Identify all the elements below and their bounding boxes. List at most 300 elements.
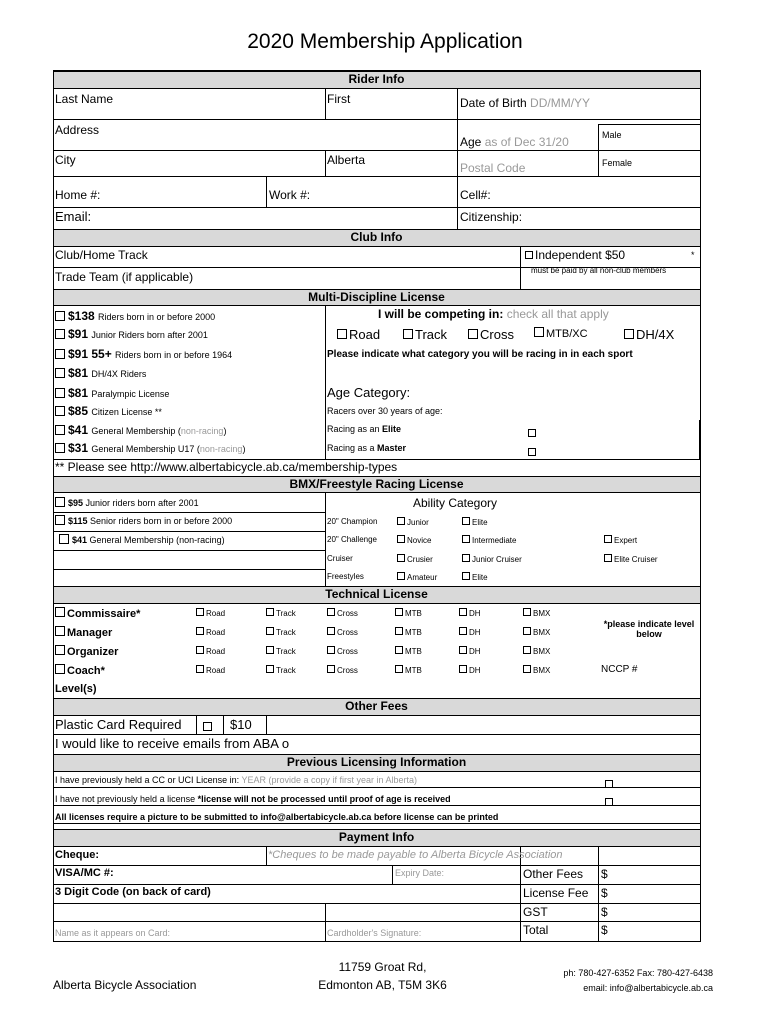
v-rule — [700, 70, 701, 942]
h-rule — [53, 305, 701, 306]
discipline-option[interactable] — [523, 665, 550, 675]
bmx-class-label: Freestyles — [327, 572, 364, 581]
discipline-label: Road — [206, 609, 226, 618]
technical-header: Technical License — [325, 587, 428, 601]
ability-label: Elite Cruiser — [614, 555, 658, 564]
discipline-checkbox[interactable] — [395, 627, 403, 635]
discipline-checkbox[interactable] — [459, 646, 467, 654]
h-rule — [53, 805, 700, 806]
discipline-option[interactable] — [459, 646, 481, 656]
h-rule — [53, 88, 701, 89]
role-label: Manager — [67, 627, 113, 639]
v-rule — [598, 846, 599, 941]
ability-option[interactable] — [462, 535, 516, 545]
bmx-option[interactable] — [59, 534, 225, 545]
discipline-checkbox[interactable] — [395, 646, 403, 654]
competing-label: I will be competing in: — [378, 307, 504, 321]
discipline-label: DH — [469, 628, 481, 637]
sport-checkbox[interactable] — [403, 329, 413, 339]
option-checkbox[interactable] — [55, 443, 65, 453]
previous-licensing-header: Previous Licensing Information — [286, 755, 467, 769]
discipline-checkbox[interactable] — [395, 665, 403, 673]
role-checkbox[interactable] — [55, 664, 65, 674]
discipline-checkbox[interactable] — [266, 627, 274, 635]
option-price: $81 — [68, 386, 92, 400]
discipline-checkbox[interactable] — [327, 646, 335, 654]
discipline-checkbox[interactable] — [196, 646, 204, 654]
independent-checkbox[interactable] — [525, 251, 533, 259]
independent-label: Independent $50 — [535, 248, 626, 262]
discipline-checkbox[interactable] — [196, 627, 204, 635]
option-price: $91 — [68, 327, 92, 341]
v-rule — [223, 715, 224, 734]
v-rule — [196, 715, 197, 734]
previous-held-checkbox[interactable] — [605, 775, 615, 793]
competing-hint: check all that apply — [506, 307, 609, 321]
discipline-option[interactable] — [327, 665, 358, 675]
female-option[interactable]: Female — [602, 158, 633, 168]
age-field[interactable] — [460, 135, 569, 149]
v-rule — [266, 715, 267, 734]
sport-checkbox[interactable] — [337, 329, 347, 339]
option-desc: Junior Riders born after 2001 — [91, 330, 208, 340]
option-desc: General Membership U17 ( — [91, 444, 200, 454]
h-rule — [53, 734, 701, 735]
discipline-option[interactable] — [196, 627, 225, 637]
sport-option[interactable] — [468, 327, 514, 342]
ability-category-label: Ability Category — [412, 496, 498, 510]
club-info-header: Club Info — [350, 230, 403, 244]
multi-option[interactable] — [55, 441, 245, 455]
discipline-label: DH — [469, 666, 481, 675]
citizenship-field[interactable]: Citizenship: — [460, 210, 523, 224]
option-desc: General Membership ( — [91, 426, 181, 436]
option-desc: Riders born in or before 1964 — [115, 350, 233, 360]
discipline-label: Track — [276, 628, 296, 637]
levels-field[interactable]: Level(s) — [55, 683, 97, 695]
previous-held-label — [55, 775, 417, 785]
fee-amount[interactable]: $ — [601, 886, 608, 900]
multi-option[interactable] — [55, 309, 215, 323]
ability-checkbox[interactable] — [397, 554, 405, 562]
email-field[interactable]: Email: — [55, 209, 92, 224]
discipline-option[interactable] — [266, 627, 296, 637]
ability-label: Elite — [472, 573, 488, 582]
ability-checkbox[interactable] — [462, 517, 470, 525]
cheque-field[interactable]: Cheque: — [55, 849, 99, 861]
age-category-label: Age Category: — [327, 385, 411, 400]
picture-requirement-note: All licenses require a picture to be submitted to info@albertabicycle.ab.ca before license can be printed — [55, 812, 499, 822]
bmx-option[interactable] — [55, 497, 199, 508]
h-rule — [53, 903, 700, 904]
not-previous-text: I have not previously held a license — [55, 794, 198, 804]
discipline-option[interactable] — [266, 608, 296, 618]
technical-role[interactable] — [55, 607, 140, 620]
h-rule — [53, 865, 700, 866]
sport-checkbox[interactable] — [534, 327, 544, 337]
bmx-class-label: 20" Challenge — [327, 535, 377, 544]
ability-checkbox[interactable] — [462, 535, 470, 543]
ability-checkbox[interactable] — [462, 572, 470, 580]
v-rule — [699, 420, 700, 459]
sport-option[interactable] — [534, 327, 588, 340]
discipline-checkbox[interactable] — [266, 646, 274, 654]
name-on-card-field[interactable]: Name as it appears on Card: — [55, 928, 171, 938]
h-rule — [53, 884, 700, 885]
dob-label: Date of Birth — [460, 96, 527, 110]
h-rule — [53, 715, 701, 716]
email-optin-label[interactable]: I would like to receive emails from ABA o — [55, 736, 290, 751]
sport-option[interactable] — [624, 327, 674, 342]
role-checkbox[interactable] — [55, 607, 65, 617]
fee-amount[interactable]: $ — [601, 867, 608, 881]
cvv-field[interactable]: 3 Digit Code (on back of card) — [55, 886, 211, 898]
discipline-label: DH — [469, 609, 481, 618]
discipline-checkbox[interactable] — [327, 627, 335, 635]
discipline-label: MTB — [405, 647, 422, 656]
option-checkbox[interactable] — [55, 515, 65, 525]
v-rule — [325, 88, 326, 119]
age-hint: as of Dec 31/20 — [484, 135, 569, 149]
ability-checkbox[interactable] — [397, 535, 405, 543]
option-price: $138 — [68, 309, 99, 323]
ability-option[interactable] — [397, 554, 433, 564]
v-rule — [392, 865, 393, 884]
master-checkbox[interactable] — [528, 443, 538, 461]
v-rule — [266, 176, 267, 207]
discipline-option[interactable] — [327, 646, 358, 656]
ability-label: Junior Cruiser — [472, 555, 522, 564]
h-rule — [53, 787, 700, 788]
h-rule — [53, 512, 325, 513]
discipline-checkbox[interactable] — [196, 608, 204, 616]
discipline-checkbox[interactable] — [459, 608, 467, 616]
multi-discipline-header: Multi-Discipline License — [308, 290, 445, 304]
province-field[interactable]: Alberta — [327, 153, 366, 167]
independent-asterisk: * — [691, 250, 695, 260]
elite-label — [327, 424, 401, 434]
discipline-label: Cross — [337, 628, 358, 637]
option-checkbox[interactable] — [55, 388, 65, 398]
bmx-class-label: 20" Champion — [327, 517, 378, 526]
fee-label: Total — [523, 923, 549, 937]
ability-label: Junior — [407, 518, 429, 527]
h-rule — [53, 207, 701, 208]
discipline-label: MTB — [405, 609, 422, 618]
first-name-field[interactable]: First — [327, 92, 351, 106]
city-field[interactable]: City — [55, 153, 76, 167]
discipline-label: Track — [276, 666, 296, 675]
sport-label: Cross — [480, 327, 514, 342]
discipline-option[interactable] — [459, 608, 481, 618]
role-checkbox[interactable] — [55, 645, 65, 655]
sport-label: MTB/XC — [546, 328, 588, 340]
discipline-label: BMX — [533, 609, 551, 618]
role-label: Commissaire* — [67, 608, 141, 620]
fee-amount[interactable]: $ — [601, 923, 608, 937]
club-home-track-field[interactable]: Club/Home Track — [55, 248, 148, 262]
discipline-option[interactable] — [327, 627, 358, 637]
other-fees-header: Other Fees — [345, 699, 408, 713]
multi-option[interactable] — [55, 366, 146, 380]
technical-role[interactable] — [55, 626, 112, 639]
last-name-field[interactable]: Last Name — [55, 92, 114, 106]
option-checkbox[interactable] — [59, 534, 69, 544]
h-rule — [598, 150, 700, 151]
option-desc: General Membership (non-racing) — [89, 535, 225, 545]
discipline-label: Track — [276, 647, 296, 656]
discipline-option[interactable] — [327, 608, 358, 618]
h-rule — [53, 531, 325, 532]
competing-in-label — [378, 307, 609, 321]
option-checkbox[interactable] — [55, 406, 65, 416]
footer-phone: ph: 780-427-6352 Fax: 780-427-6438 — [563, 968, 713, 978]
option-price: $91 55+ — [68, 347, 116, 361]
v-rule — [266, 846, 267, 865]
age-label: Age — [460, 135, 482, 149]
discipline-checkbox[interactable] — [523, 608, 531, 616]
discipline-option[interactable] — [266, 665, 296, 675]
ability-option[interactable] — [604, 535, 637, 545]
discipline-checkbox[interactable] — [523, 665, 531, 673]
option-checkbox[interactable] — [55, 311, 65, 321]
ability-checkbox[interactable] — [397, 572, 405, 580]
plastic-card-label: Plastic Card Required — [55, 717, 182, 732]
discipline-option[interactable] — [523, 608, 550, 618]
discipline-label: BMX — [533, 647, 551, 656]
discipline-option[interactable] — [395, 608, 422, 618]
discipline-option[interactable] — [196, 608, 225, 618]
signature-field[interactable]: Cardholder's Signature: — [327, 928, 422, 938]
multi-option[interactable] — [55, 347, 232, 361]
discipline-label: Cross — [337, 647, 358, 656]
dob-hint: DD/MM/YY — [530, 96, 591, 110]
discipline-label: Road — [206, 628, 226, 637]
ability-label: Intermediate — [472, 536, 517, 545]
fee-amount[interactable]: $ — [601, 905, 608, 919]
role-label: Organizer — [67, 646, 119, 658]
racers-over-label: Racers over 30 years of age: — [327, 406, 443, 416]
discipline-option[interactable] — [196, 665, 225, 675]
discipline-option[interactable] — [266, 646, 296, 656]
h-rule — [53, 603, 701, 604]
option-desc: Paralympic License — [91, 389, 170, 399]
sport-checkbox[interactable] — [468, 329, 478, 339]
fee-label: Other Fees — [523, 867, 584, 881]
multi-option[interactable] — [55, 423, 226, 437]
cheque-note: *Cheques to be made payable to Alberta Bicycle Association — [268, 849, 563, 861]
discipline-checkbox[interactable] — [327, 665, 335, 673]
master-prefix: Racing as a — [327, 443, 378, 453]
discipline-checkbox[interactable] — [523, 627, 531, 635]
footer-email: email: info@albertabicycle.ab.ca — [583, 983, 713, 993]
v-rule — [457, 88, 458, 229]
footer-org: Alberta Bicycle Association — [53, 978, 197, 992]
fee-label: GST — [523, 905, 548, 919]
h-rule — [53, 246, 701, 247]
ability-label: Expert — [614, 536, 638, 545]
ability-option[interactable] — [462, 572, 488, 582]
discipline-option[interactable] — [459, 665, 481, 675]
elite-checkbox[interactable] — [528, 424, 538, 442]
option-price: $95 — [68, 498, 86, 508]
ability-option[interactable] — [604, 554, 658, 564]
bmx-class-label: Cruiser — [327, 554, 353, 563]
footer-address-line2: Edmonton AB, T5M 3K6 — [318, 978, 447, 992]
elite-word: Elite — [382, 424, 402, 434]
ability-option[interactable] — [462, 517, 488, 527]
ability-option[interactable] — [397, 535, 431, 545]
option-price: $41 — [68, 423, 92, 437]
option-checkbox[interactable] — [55, 329, 65, 339]
discipline-checkbox[interactable] — [523, 646, 531, 654]
discipline-checkbox[interactable] — [266, 665, 274, 673]
discipline-option[interactable] — [395, 627, 422, 637]
v-rule — [520, 246, 521, 289]
previous-held-text: I have previously held a CC or UCI License in: — [55, 775, 240, 785]
expiry-field[interactable]: Expiry Date: — [395, 868, 445, 878]
option-price: $115 — [68, 516, 91, 526]
discipline-checkbox[interactable] — [327, 608, 335, 616]
h-rule — [53, 823, 700, 824]
discipline-checkbox[interactable] — [459, 665, 467, 673]
v-rule — [325, 305, 326, 459]
discipline-checkbox[interactable] — [459, 627, 467, 635]
footer-address-line1: 11759 Groat Rd, — [338, 960, 427, 974]
option-desc-hint: non-racing — [199, 444, 243, 454]
option-checkbox[interactable] — [55, 349, 65, 359]
h-rule — [53, 846, 701, 847]
independent-note: must be paid by all non-club members — [531, 266, 667, 275]
previous-held-hint: YEAR (provide a copy if first year in Alberta) — [241, 775, 418, 785]
discipline-option[interactable] — [523, 646, 550, 656]
address-field[interactable]: Address — [55, 123, 100, 137]
discipline-label: BMX — [533, 628, 551, 637]
technical-role[interactable] — [55, 645, 118, 658]
bmx-header: BMX/Freestyle Racing License — [289, 477, 464, 491]
discipline-label: BMX — [533, 666, 551, 675]
h-rule — [53, 569, 325, 570]
option-price: $85 — [68, 404, 92, 418]
option-desc: Junior riders born after 2001 — [85, 498, 199, 508]
h-rule — [53, 550, 325, 551]
discipline-label: MTB — [405, 628, 422, 637]
ability-label: Crusier — [407, 555, 433, 564]
level-note: *please indicate level below — [603, 619, 695, 639]
v-rule — [53, 70, 54, 942]
discipline-label: Track — [276, 609, 296, 618]
option-price: $31 — [68, 441, 92, 455]
multi-option[interactable] — [55, 386, 169, 400]
sport-label: DH/4X — [636, 327, 675, 342]
option-price: $41 — [72, 535, 90, 545]
option-checkbox[interactable] — [55, 425, 65, 435]
sport-checkbox[interactable] — [624, 329, 634, 339]
ability-label: Novice — [407, 536, 432, 545]
sport-label: Road — [349, 327, 381, 342]
ability-checkbox[interactable] — [604, 554, 612, 562]
option-price: $81 — [68, 366, 92, 380]
h-rule — [598, 124, 700, 125]
ability-option[interactable] — [397, 572, 437, 582]
sport-option[interactable] — [337, 327, 380, 342]
h-rule — [53, 492, 701, 493]
role-checkbox[interactable] — [55, 626, 65, 636]
ability-option[interactable] — [462, 554, 522, 564]
not-previous-bold: *license will not be processed until proof of age is received — [197, 794, 451, 804]
rider-info-header: Rider Info — [348, 72, 405, 86]
discipline-label: Cross — [337, 609, 358, 618]
option-desc-end: ) — [223, 426, 227, 436]
ability-checkbox[interactable] — [462, 554, 470, 562]
independent-option[interactable] — [525, 248, 625, 262]
discipline-label: Road — [206, 666, 226, 675]
sport-label: Track — [415, 327, 448, 342]
option-checkbox[interactable] — [55, 368, 65, 378]
discipline-option[interactable] — [395, 665, 422, 675]
multi-option[interactable] — [55, 404, 162, 418]
option-checkbox[interactable] — [55, 497, 65, 507]
not-previous-checkbox[interactable] — [605, 793, 615, 811]
h-rule — [53, 119, 701, 120]
payment-info-header: Payment Info — [338, 830, 415, 844]
sport-option[interactable] — [403, 327, 447, 342]
cell-phone-field[interactable]: Cell#: — [460, 188, 491, 202]
ability-option[interactable] — [397, 517, 429, 527]
discipline-checkbox[interactable] — [266, 608, 274, 616]
h-rule — [53, 921, 700, 922]
discipline-label: MTB — [405, 666, 422, 675]
role-label: Coach* — [67, 665, 105, 677]
discipline-checkbox[interactable] — [395, 608, 403, 616]
ability-checkbox[interactable] — [604, 535, 612, 543]
home-phone-field[interactable]: Home #: — [55, 188, 101, 202]
not-previous-label — [55, 794, 451, 804]
discipline-option[interactable] — [196, 646, 225, 656]
option-desc-hint: non-racing — [180, 426, 224, 436]
category-note: Please indicate what category you will be racing in in each sport — [327, 349, 633, 360]
ability-checkbox[interactable] — [397, 517, 405, 525]
discipline-label: Road — [206, 647, 226, 656]
trade-team-field[interactable]: Trade Team (if applicable) — [55, 270, 194, 284]
elite-prefix: Racing as an — [327, 424, 383, 434]
membership-types-note: ** Please see http://www.albertabicycle.ab.ca/membership-types — [55, 460, 398, 474]
discipline-option[interactable] — [523, 627, 550, 637]
male-option[interactable]: Male — [602, 130, 622, 140]
postal-code-field[interactable]: Postal Code — [460, 161, 526, 175]
nccp-field[interactable]: NCCP # — [601, 664, 638, 675]
v-rule — [325, 903, 326, 941]
option-desc: Riders born in or before 2000 — [98, 312, 216, 322]
option-desc: Citizen License ** — [91, 407, 162, 417]
plastic-card-price: $10 — [230, 717, 252, 732]
plastic-card-checkbox[interactable] — [203, 718, 214, 736]
bmx-option[interactable] — [55, 515, 232, 526]
discipline-checkbox[interactable] — [196, 665, 204, 673]
page-title: 2020 Membership Application — [247, 30, 523, 53]
card-number-field[interactable]: VISA/MC #: — [55, 867, 114, 879]
multi-option[interactable] — [55, 327, 208, 341]
dob-field[interactable] — [460, 96, 590, 110]
discipline-option[interactable] — [459, 627, 481, 637]
master-word: Master — [377, 443, 407, 453]
ability-label: Amateur — [407, 573, 438, 582]
work-phone-field[interactable]: Work #: — [269, 188, 311, 202]
master-label — [327, 443, 406, 453]
option-desc: Senior riders born in or before 2000 — [90, 516, 233, 526]
technical-role[interactable] — [55, 664, 105, 677]
discipline-option[interactable] — [395, 646, 422, 656]
